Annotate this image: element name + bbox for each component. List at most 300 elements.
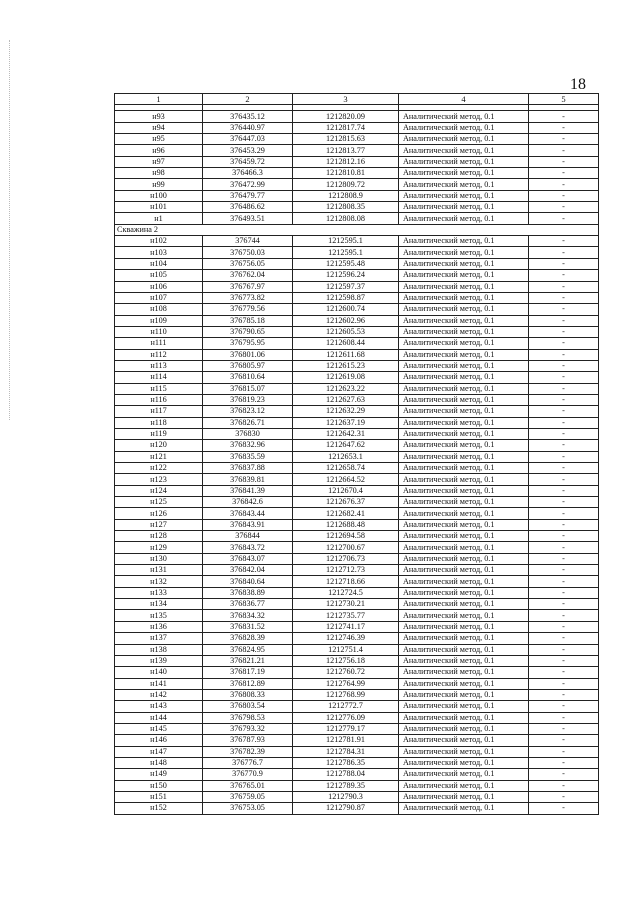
point-id-cell: н117 (115, 406, 203, 417)
error-cell: - (529, 111, 599, 122)
method-cell: Аналитический метод, 0.1 (399, 247, 529, 258)
table-row (115, 292, 599, 303)
table-row (115, 394, 599, 405)
coord-y-cell: 1212789.35 (293, 780, 399, 791)
coord-x-cell: 376440.97 (203, 122, 293, 133)
coord-x-cell: 376803.54 (203, 701, 293, 712)
method-cell: Аналитический метод, 0.1 (399, 576, 529, 587)
coord-y-cell: 1212597.37 (293, 281, 399, 292)
point-id-cell: н110 (115, 326, 203, 337)
point-id-cell: н99 (115, 179, 203, 190)
coord-y-cell: 1212670.4 (293, 485, 399, 496)
point-id-cell: н145 (115, 723, 203, 734)
error-cell: - (529, 406, 599, 417)
coord-x-cell: 376836.77 (203, 599, 293, 610)
method-cell: Аналитический метод, 0.1 (399, 236, 529, 247)
error-cell: - (529, 689, 599, 700)
table-row (115, 213, 599, 224)
coord-y-cell: 1212813.77 (293, 145, 399, 156)
point-id-cell: н104 (115, 258, 203, 269)
error-cell: - (529, 202, 599, 213)
coord-x-cell: 376832.96 (203, 440, 293, 451)
error-cell: - (529, 803, 599, 814)
coord-x-cell: 376839.81 (203, 474, 293, 485)
coord-x-cell: 376841.39 (203, 485, 293, 496)
coord-y-cell: 1212653.1 (293, 451, 399, 462)
coord-y-cell: 1212676.37 (293, 497, 399, 508)
method-cell: Аналитический метод, 0.1 (399, 599, 529, 610)
method-cell: Аналитический метод, 0.1 (399, 735, 529, 746)
coord-x-cell: 376840.64 (203, 576, 293, 587)
method-cell: Аналитический метод, 0.1 (399, 326, 529, 337)
point-id-cell: н139 (115, 655, 203, 666)
coord-y-cell: 1212746.39 (293, 633, 399, 644)
point-id-cell: н129 (115, 542, 203, 553)
coord-y-cell: 1212772.7 (293, 701, 399, 712)
point-id-cell: н146 (115, 735, 203, 746)
coord-y-cell: 1212718.66 (293, 576, 399, 587)
coord-x-cell: 376823.12 (203, 406, 293, 417)
table-row (115, 746, 599, 757)
coord-y-cell: 1212751.4 (293, 644, 399, 655)
point-id-cell: н115 (115, 383, 203, 394)
point-id-cell: н112 (115, 349, 203, 360)
point-id-cell: н124 (115, 485, 203, 496)
point-id-cell: н109 (115, 315, 203, 326)
table-row (115, 451, 599, 462)
method-cell: Аналитический метод, 0.1 (399, 678, 529, 689)
error-cell: - (529, 576, 599, 587)
method-cell: Аналитический метод, 0.1 (399, 122, 529, 133)
coord-y-cell: 1212712.73 (293, 565, 399, 576)
point-id-cell: н149 (115, 769, 203, 780)
method-cell: Аналитический метод, 0.1 (399, 394, 529, 405)
table-row (115, 587, 599, 598)
method-cell: Аналитический метод, 0.1 (399, 315, 529, 326)
point-id-cell: н133 (115, 587, 203, 598)
error-cell: - (529, 463, 599, 474)
coord-y-cell: 1212664.52 (293, 474, 399, 485)
error-cell: - (529, 757, 599, 768)
table-row (115, 474, 599, 485)
point-id-cell: н141 (115, 678, 203, 689)
point-id-cell: н132 (115, 576, 203, 587)
coord-x-cell: 376790.65 (203, 326, 293, 337)
table-row (115, 338, 599, 349)
coord-y-cell: 1212810.81 (293, 168, 399, 179)
point-id-cell: н144 (115, 712, 203, 723)
point-id-cell: н130 (115, 553, 203, 564)
point-id-cell: н107 (115, 292, 203, 303)
coord-y-cell: 1212768.99 (293, 689, 399, 700)
coord-y-cell: 1212764.99 (293, 678, 399, 689)
coord-x-cell: 376756.05 (203, 258, 293, 269)
point-id-cell: н116 (115, 394, 203, 405)
method-cell: Аналитический метод, 0.1 (399, 803, 529, 814)
error-cell: - (529, 678, 599, 689)
error-cell: - (529, 451, 599, 462)
table-row (115, 304, 599, 315)
coord-y-cell: 1212632.29 (293, 406, 399, 417)
coord-y-cell: 1212809.72 (293, 179, 399, 190)
point-id-cell: н151 (115, 791, 203, 802)
coord-x-cell: 376782.39 (203, 746, 293, 757)
table-row (115, 565, 599, 576)
coord-x-cell: 376819.23 (203, 394, 293, 405)
coord-x-cell: 376812.89 (203, 678, 293, 689)
method-cell: Аналитический метод, 0.1 (399, 667, 529, 678)
error-cell: - (529, 735, 599, 746)
method-cell: Аналитический метод, 0.1 (399, 304, 529, 315)
point-id-cell: н121 (115, 451, 203, 462)
table-row (115, 519, 599, 530)
coord-y-cell: 1212637.19 (293, 417, 399, 428)
table-row (115, 780, 599, 791)
table-row (115, 428, 599, 439)
header-col-2: 2 (203, 94, 293, 105)
coord-y-cell: 1212817.74 (293, 122, 399, 133)
coord-x-cell: 376843.44 (203, 508, 293, 519)
point-id-cell: н97 (115, 156, 203, 167)
error-cell: - (529, 497, 599, 508)
table-row (115, 701, 599, 712)
coord-x-cell: 376834.32 (203, 610, 293, 621)
method-cell: Аналитический метод, 0.1 (399, 542, 529, 553)
method-cell: Аналитический метод, 0.1 (399, 292, 529, 303)
point-id-cell: н101 (115, 202, 203, 213)
point-id-cell: н98 (115, 168, 203, 179)
error-cell: - (529, 565, 599, 576)
coord-y-cell: 1212706.73 (293, 553, 399, 564)
error-cell: - (529, 440, 599, 451)
error-cell: - (529, 633, 599, 644)
coord-x-cell: 376831.52 (203, 621, 293, 632)
margin-dotted-line (9, 40, 11, 420)
method-cell: Аналитический метод, 0.1 (399, 508, 529, 519)
error-cell: - (529, 428, 599, 439)
method-cell: Аналитический метод, 0.1 (399, 610, 529, 621)
method-cell: Аналитический метод, 0.1 (399, 689, 529, 700)
method-cell: Аналитический метод, 0.1 (399, 338, 529, 349)
method-cell: Аналитический метод, 0.1 (399, 633, 529, 644)
method-cell: Аналитический метод, 0.1 (399, 134, 529, 145)
coord-y-cell: 1212779.17 (293, 723, 399, 734)
coord-x-cell: 376808.33 (203, 689, 293, 700)
point-id-cell: н119 (115, 428, 203, 439)
coord-y-cell: 1212790.3 (293, 791, 399, 802)
method-cell: Аналитический метод, 0.1 (399, 644, 529, 655)
coord-x-cell: 376801.06 (203, 349, 293, 360)
coord-y-cell: 1212647.62 (293, 440, 399, 451)
coord-y-cell: 1212619.08 (293, 372, 399, 383)
table-row (115, 145, 599, 156)
method-cell: Аналитический метод, 0.1 (399, 202, 529, 213)
table-row (115, 791, 599, 802)
error-cell: - (529, 394, 599, 405)
table-row (115, 349, 599, 360)
table-row (115, 440, 599, 451)
point-id-cell: н136 (115, 621, 203, 632)
coord-x-cell: 376815.07 (203, 383, 293, 394)
coord-y-cell: 1212786.35 (293, 757, 399, 768)
coord-y-cell: 1212595.1 (293, 247, 399, 258)
coord-x-cell: 376821.21 (203, 655, 293, 666)
coord-y-cell: 1212598.87 (293, 292, 399, 303)
coord-x-cell: 376805.97 (203, 360, 293, 371)
point-id-cell: н103 (115, 247, 203, 258)
coord-x-cell: 376844 (203, 531, 293, 542)
error-cell: - (529, 360, 599, 371)
coord-x-cell: 376753.05 (203, 803, 293, 814)
error-cell: - (529, 315, 599, 326)
coord-y-cell: 1212815.63 (293, 134, 399, 145)
method-cell: Аналитический метод, 0.1 (399, 270, 529, 281)
error-cell: - (529, 531, 599, 542)
coord-x-cell: 376830 (203, 428, 293, 439)
error-cell: - (529, 122, 599, 133)
table-row (115, 553, 599, 564)
error-cell: - (529, 485, 599, 496)
error-cell: - (529, 780, 599, 791)
table-row (115, 633, 599, 644)
error-cell: - (529, 292, 599, 303)
coord-y-cell: 1212595.48 (293, 258, 399, 269)
table-row (115, 202, 599, 213)
coord-y-cell: 1212642.31 (293, 428, 399, 439)
coord-x-cell: 376459.72 (203, 156, 293, 167)
coord-x-cell: 376824.95 (203, 644, 293, 655)
point-id-cell: н127 (115, 519, 203, 530)
table-row (115, 689, 599, 700)
table-row (115, 599, 599, 610)
point-id-cell: н125 (115, 497, 203, 508)
coord-y-cell: 1212784.31 (293, 746, 399, 757)
error-cell: - (529, 270, 599, 281)
coord-x-cell: 376785.18 (203, 315, 293, 326)
error-cell: - (529, 610, 599, 621)
coord-x-cell: 376447.03 (203, 134, 293, 145)
coord-y-cell: 1212596.24 (293, 270, 399, 281)
method-cell: Аналитический метод, 0.1 (399, 769, 529, 780)
table-row (115, 576, 599, 587)
coord-y-cell: 1212735.77 (293, 610, 399, 621)
error-cell: - (529, 338, 599, 349)
point-id-cell: н123 (115, 474, 203, 485)
coord-y-cell: 1212611.68 (293, 349, 399, 360)
table-row (115, 757, 599, 768)
error-cell: - (529, 281, 599, 292)
point-id-cell: н100 (115, 190, 203, 201)
table-row (115, 667, 599, 678)
point-id-cell: н108 (115, 304, 203, 315)
point-id-cell: н142 (115, 689, 203, 700)
coord-x-cell: 376744 (203, 236, 293, 247)
point-id-cell: н93 (115, 111, 203, 122)
header-col-5: 5 (529, 94, 599, 105)
table-row (115, 678, 599, 689)
point-id-cell: н150 (115, 780, 203, 791)
table-row (115, 247, 599, 258)
table-row (115, 735, 599, 746)
table-row (115, 156, 599, 167)
table-row (115, 621, 599, 632)
method-cell: Аналитический метод, 0.1 (399, 531, 529, 542)
coordinates-table (114, 93, 599, 815)
coord-y-cell: 1212608.44 (293, 338, 399, 349)
point-id-cell: н152 (115, 803, 203, 814)
error-cell: - (529, 190, 599, 201)
coord-y-cell: 1212788.04 (293, 769, 399, 780)
method-cell: Аналитический метод, 0.1 (399, 791, 529, 802)
coord-y-cell: 1212808.9 (293, 190, 399, 201)
method-cell: Аналитический метод, 0.1 (399, 258, 529, 269)
error-cell: - (529, 519, 599, 530)
error-cell: - (529, 746, 599, 757)
point-id-cell: н111 (115, 338, 203, 349)
table-row (115, 542, 599, 553)
coord-x-cell: 376798.53 (203, 712, 293, 723)
error-cell: - (529, 247, 599, 258)
coord-y-cell: 1212820.09 (293, 111, 399, 122)
table-row (115, 463, 599, 474)
coord-x-cell: 376843.72 (203, 542, 293, 553)
error-cell: - (529, 383, 599, 394)
point-id-cell: н114 (115, 372, 203, 383)
error-cell: - (529, 168, 599, 179)
error-cell: - (529, 791, 599, 802)
table-row (115, 122, 599, 133)
coord-y-cell: 1212808.35 (293, 202, 399, 213)
error-cell: - (529, 417, 599, 428)
method-cell: Аналитический метод, 0.1 (399, 587, 529, 598)
table-row (115, 134, 599, 145)
table-row (115, 610, 599, 621)
coord-y-cell: 1212602.96 (293, 315, 399, 326)
point-id-cell: н102 (115, 236, 203, 247)
point-id-cell: н126 (115, 508, 203, 519)
coord-x-cell: 376762.04 (203, 270, 293, 281)
error-cell: - (529, 213, 599, 224)
point-id-cell: н94 (115, 122, 203, 133)
method-cell: Аналитический метод, 0.1 (399, 621, 529, 632)
table-row (115, 315, 599, 326)
coord-x-cell: 376759.05 (203, 791, 293, 802)
error-cell: - (529, 644, 599, 655)
header-col-1: 1 (115, 94, 203, 105)
error-cell: - (529, 508, 599, 519)
point-id-cell: н122 (115, 463, 203, 474)
error-cell: - (529, 712, 599, 723)
table-row (115, 644, 599, 655)
coord-y-cell: 1212741.17 (293, 621, 399, 632)
header-col-4: 4 (399, 94, 529, 105)
point-id-cell: н118 (115, 417, 203, 428)
point-id-cell: н147 (115, 746, 203, 757)
coord-y-cell: 1212760.72 (293, 667, 399, 678)
coord-x-cell: 376493.51 (203, 213, 293, 224)
method-cell: Аналитический метод, 0.1 (399, 156, 529, 167)
table-row (115, 236, 599, 247)
method-cell: Аналитический метод, 0.1 (399, 712, 529, 723)
table-row (115, 712, 599, 723)
coord-x-cell: 376750.03 (203, 247, 293, 258)
method-cell: Аналитический метод, 0.1 (399, 519, 529, 530)
coord-y-cell: 1212658.74 (293, 463, 399, 474)
method-cell: Аналитический метод, 0.1 (399, 463, 529, 474)
method-cell: Аналитический метод, 0.1 (399, 190, 529, 201)
method-cell: Аналитический метод, 0.1 (399, 746, 529, 757)
table-row (115, 179, 599, 190)
coord-x-cell: 376767.97 (203, 281, 293, 292)
table-row (115, 190, 599, 201)
error-cell: - (529, 326, 599, 337)
table-row (115, 383, 599, 394)
coord-x-cell: 376837.88 (203, 463, 293, 474)
table-row (115, 326, 599, 337)
method-cell: Аналитический метод, 0.1 (399, 281, 529, 292)
point-id-cell: н1 (115, 213, 203, 224)
table-row (115, 372, 599, 383)
point-id-cell: н135 (115, 610, 203, 621)
error-cell: - (529, 349, 599, 360)
method-cell: Аналитический метод, 0.1 (399, 701, 529, 712)
coord-x-cell: 376453.29 (203, 145, 293, 156)
method-cell: Аналитический метод, 0.1 (399, 451, 529, 462)
coord-y-cell: 1212595.1 (293, 236, 399, 247)
method-cell: Аналитический метод, 0.1 (399, 757, 529, 768)
coord-x-cell: 376486.62 (203, 202, 293, 213)
error-cell: - (529, 769, 599, 780)
error-cell: - (529, 179, 599, 190)
table-row (115, 497, 599, 508)
method-cell: Аналитический метод, 0.1 (399, 655, 529, 666)
error-cell: - (529, 236, 599, 247)
point-id-cell: н143 (115, 701, 203, 712)
point-id-cell: н134 (115, 599, 203, 610)
coord-y-cell: 1212724.5 (293, 587, 399, 598)
point-id-cell: н128 (115, 531, 203, 542)
point-id-cell: н95 (115, 134, 203, 145)
table-row (115, 417, 599, 428)
method-cell: Аналитический метод, 0.1 (399, 349, 529, 360)
table-row (115, 723, 599, 734)
method-cell: Аналитический метод, 0.1 (399, 553, 529, 564)
table-row (115, 485, 599, 496)
coord-x-cell: 376817.19 (203, 667, 293, 678)
point-id-cell: н96 (115, 145, 203, 156)
coord-y-cell: 1212694.58 (293, 531, 399, 542)
point-id-cell: н140 (115, 667, 203, 678)
coord-y-cell: 1212605.53 (293, 326, 399, 337)
point-id-cell: н131 (115, 565, 203, 576)
coord-x-cell: 376773.82 (203, 292, 293, 303)
method-cell: Аналитический метод, 0.1 (399, 497, 529, 508)
coord-x-cell: 376828.39 (203, 633, 293, 644)
method-cell: Аналитический метод, 0.1 (399, 440, 529, 451)
table-body (115, 105, 599, 814)
coord-x-cell: 376843.07 (203, 553, 293, 564)
point-id-cell: н137 (115, 633, 203, 644)
error-cell: - (529, 723, 599, 734)
coord-y-cell: 1212688.48 (293, 519, 399, 530)
coord-x-cell: 376842.04 (203, 565, 293, 576)
error-cell: - (529, 542, 599, 553)
coord-y-cell: 1212623.22 (293, 383, 399, 394)
coord-x-cell: 376838.89 (203, 587, 293, 598)
method-cell: Аналитический метод, 0.1 (399, 111, 529, 122)
point-id-cell: н106 (115, 281, 203, 292)
error-cell: - (529, 621, 599, 632)
